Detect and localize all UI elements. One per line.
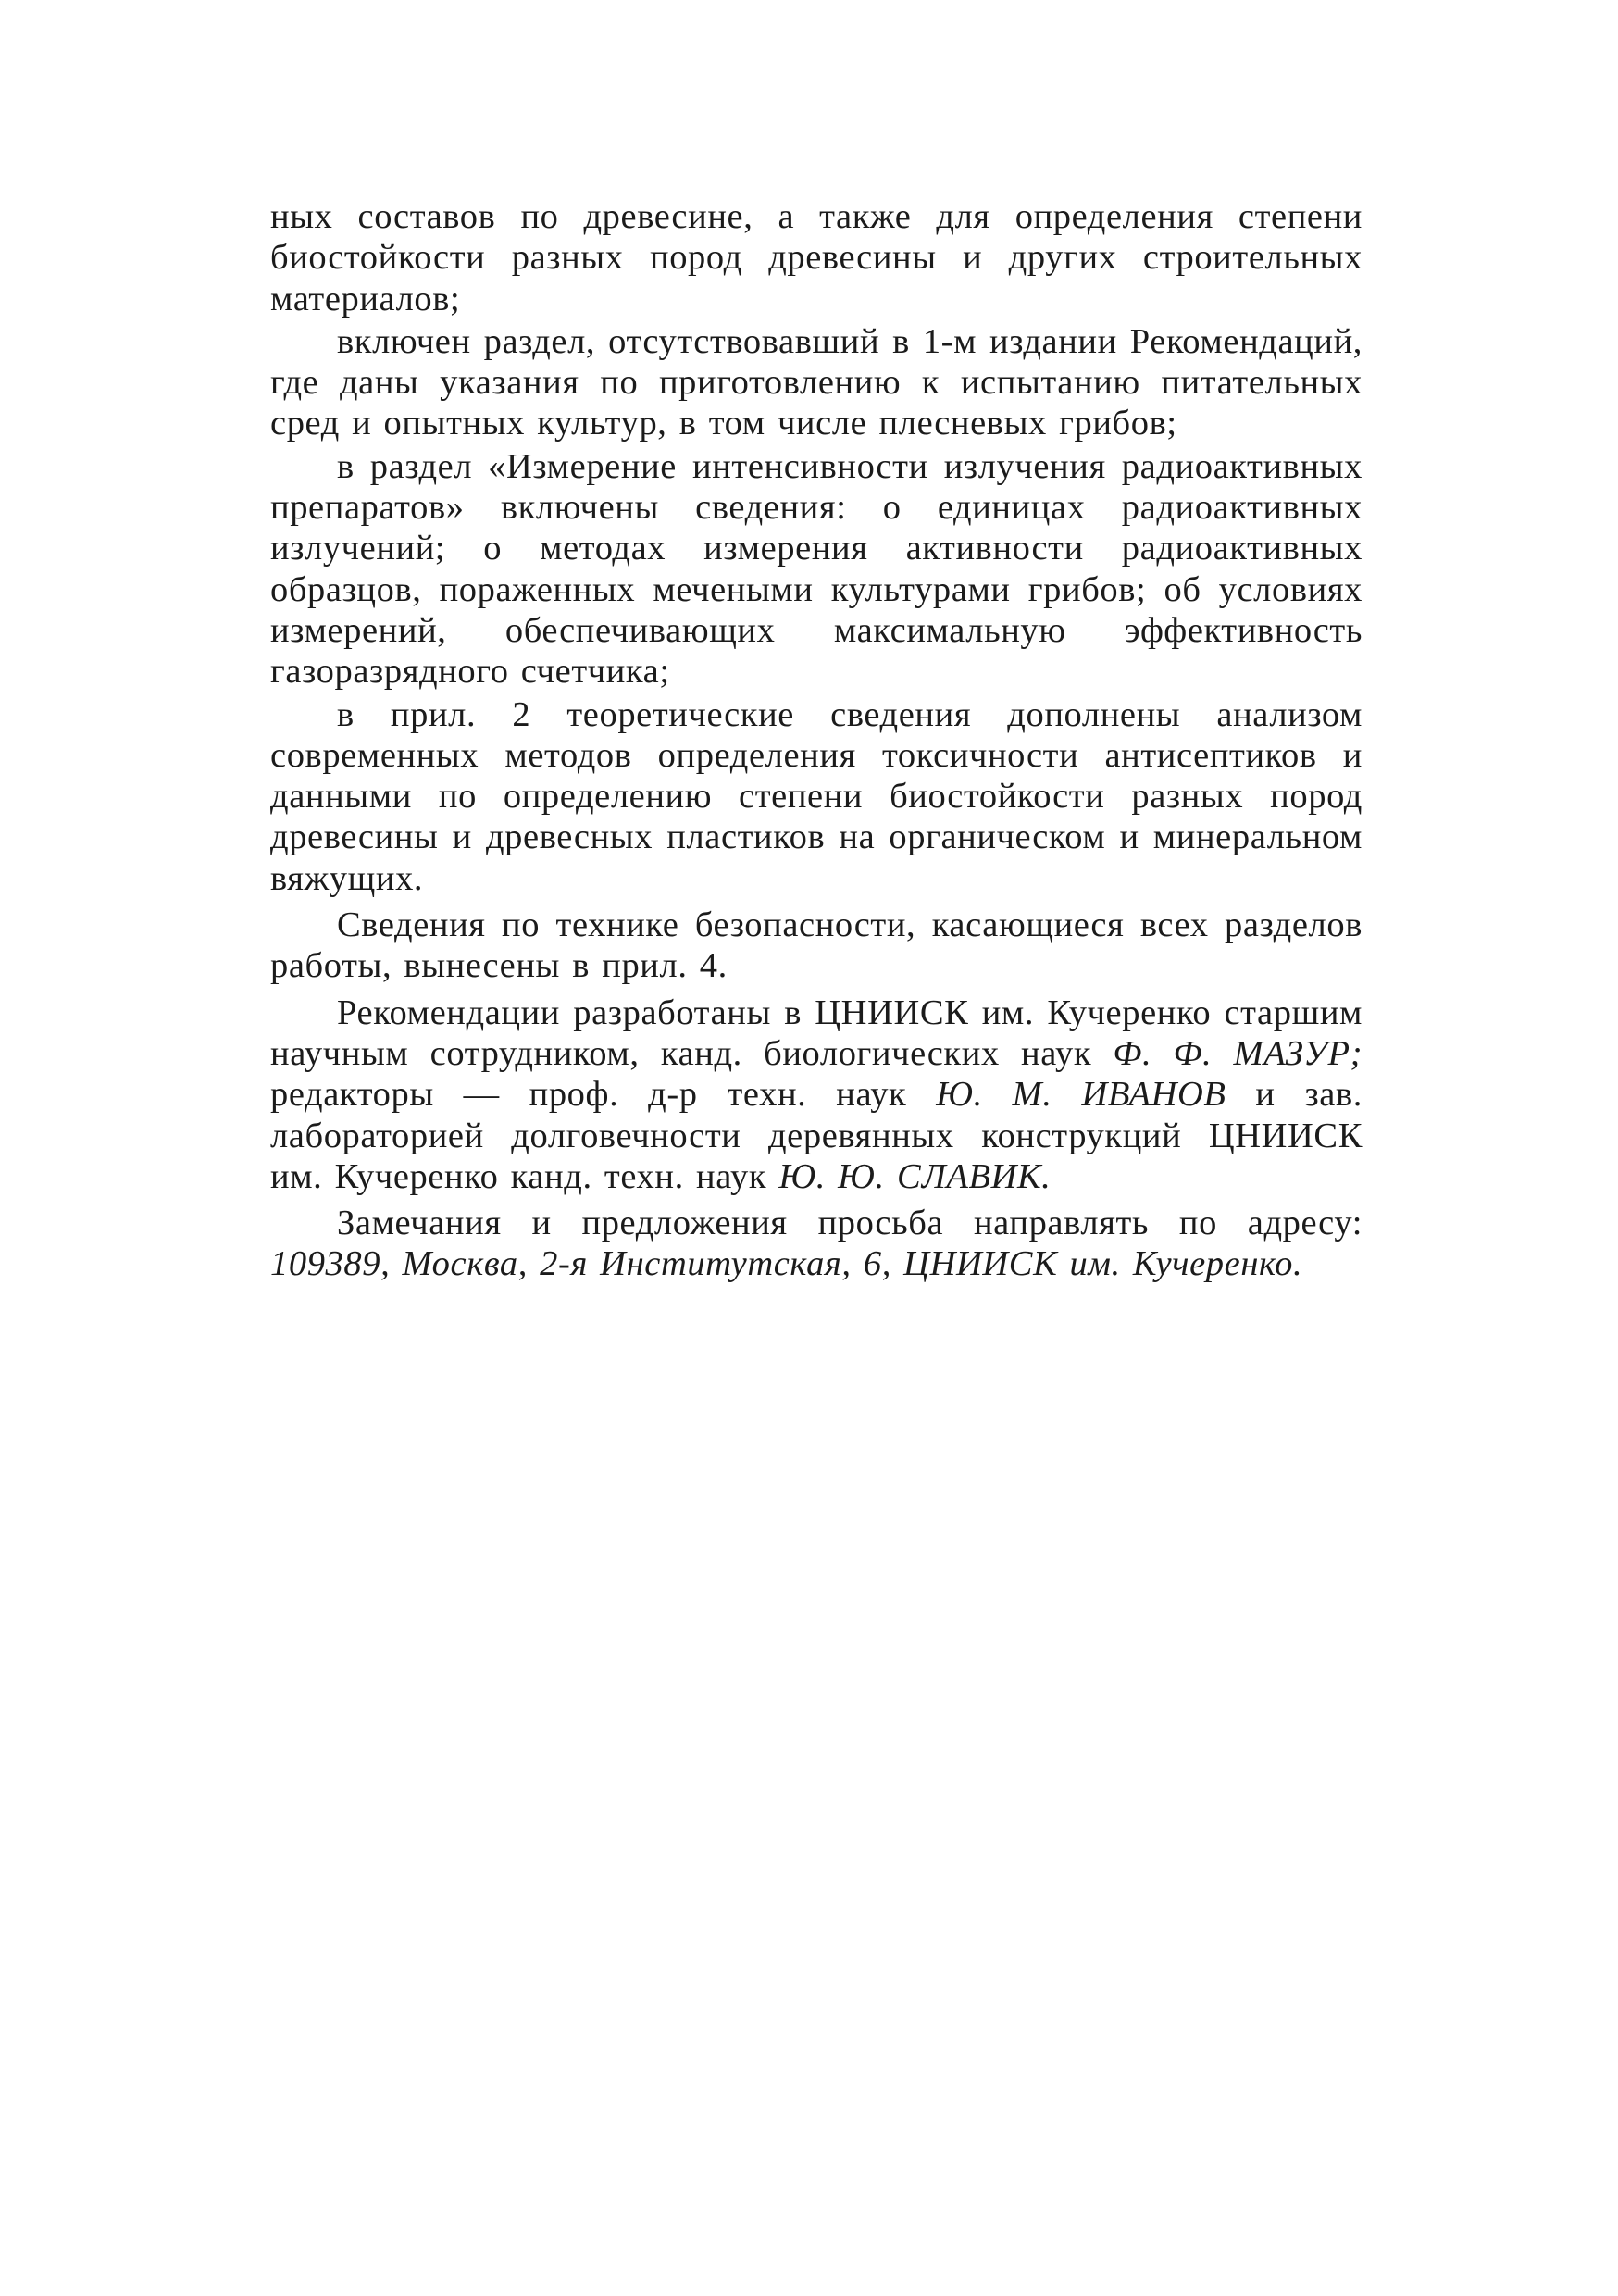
paragraph-radioactivity-section <box>270 446 1363 693</box>
paragraph-text: ных составов по древесине, а также для определения степени биостойкости разных пород древесины и других строительных материалов; <box>270 197 1363 318</box>
paragraph-appendix-2 <box>270 694 1363 899</box>
paragraph-continued-from-previous-page <box>270 196 1363 319</box>
page-body <box>270 196 1363 1285</box>
paragraph-safety <box>270 905 1363 987</box>
paragraph-text: Рекомендации разработаны в ЦНИИСК им. Кучеренко старшим научным сотрудником, канд. биологических наук <box>270 992 1363 1073</box>
paragraph-text: в раздел «Измерение интенсивности излучения радиоактивных препаратов» включены сведения: о единицах радиоактивных излучений; о методах измерения активности радиоактивных образцов, пораженных мечеными культурами грибов; об условиях измерений, обеспечивающих максимальную эффективность газоразрядного счетчика; <box>270 446 1363 692</box>
paragraph-text: и зав. лабораторией долговечности деревянных конструкций ЦНИИСК им. Кучеренко канд. техн. наук <box>270 1075 1363 1196</box>
editor-name: Ю. М. ИВАНОВ <box>936 1075 1226 1115</box>
paragraph-text: редакторы — проф. д-р техн. наук <box>270 1075 937 1115</box>
paragraph-contact <box>270 1203 1363 1285</box>
paragraph-authors <box>270 992 1363 1197</box>
paragraph-text: Сведения по технике безопасности, касающиеся всех разделов работы, вынесены в прил. 4. <box>270 905 1363 986</box>
paragraph-text: Замечания и предложения просьба направлять по адресу: <box>337 1204 1363 1243</box>
editor-name: Ю. Ю. СЛАВИК. <box>778 1156 1052 1196</box>
paragraph-text: включен раздел, отсутствовавший в 1-м издании Рекомендаций, где даны указания по приготовлению к испытанию питательных сред и опытных культур, в том числе плесневых грибов; <box>270 321 1363 443</box>
postal-address: 109389, Москва, 2-я Институтская, 6, ЦНИИСК им. Кучеренко. <box>270 1244 1303 1284</box>
author-name: Ф. Ф. МАЗУР; <box>1113 1033 1363 1073</box>
paragraph-text: в прил. 2 теоретические сведения дополнены анализом современных методов определения токсичности антисептиков и данными по определению степени биостойкости разных пород древесины и древесных пластиков на органическом и минеральном вяжущих. <box>270 694 1363 898</box>
paragraph-new-section-note <box>270 321 1363 444</box>
